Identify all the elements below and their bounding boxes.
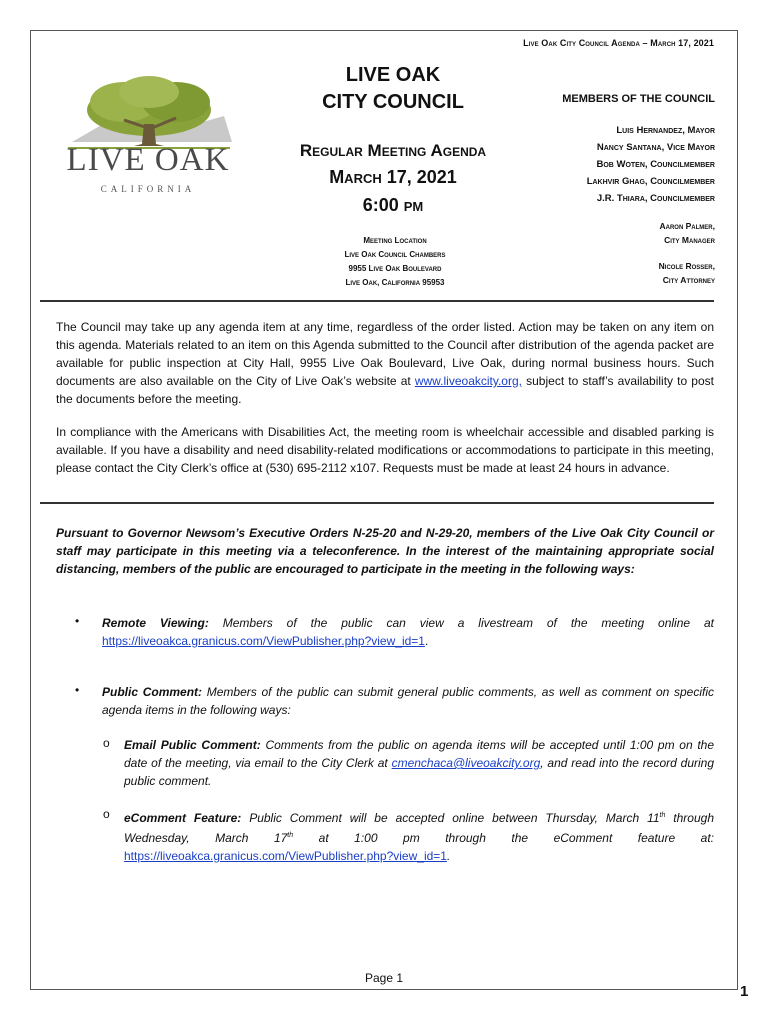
agenda-title: Regular Meeting Agenda bbox=[299, 141, 487, 160]
public-comment-label: Public Comment: bbox=[102, 685, 203, 699]
text: subject to staff’s availability to post the documents before the meeting. bbox=[56, 374, 714, 406]
title-line-2: CITY COUNCIL bbox=[322, 91, 464, 113]
location-heading: Meeting Location bbox=[363, 236, 427, 245]
logo-wordmark: LIVE OAK bbox=[66, 142, 230, 178]
bullet-dot: • bbox=[75, 683, 80, 697]
email-comment-label: Email Public Comment: bbox=[124, 738, 261, 752]
location-line: 9955 Live Oak Boulevard bbox=[348, 264, 442, 273]
meeting-time: 6:00 pm bbox=[362, 195, 424, 215]
text: at 1:00 pm through the eComment feature at: bbox=[293, 831, 714, 845]
intro-paragraph bbox=[56, 318, 714, 408]
staff-city-manager bbox=[530, 219, 715, 247]
page-corner-number: 1 bbox=[740, 983, 749, 1000]
council-members bbox=[530, 92, 715, 287]
ecomment-item bbox=[124, 807, 714, 865]
running-header: Live Oak City Council Agenda – March 17, 2021 bbox=[523, 38, 714, 48]
text: . bbox=[446, 849, 451, 863]
location-line: Live Oak Council Chambers bbox=[344, 250, 446, 259]
text: The Council may take up any agenda item at any time, regardless of the order listed. Action may be taken on any item on this agenda. Materials related to an item on this Agenda submitted to the Council after distribution of the agenda packet are available for public inspection at City Hall, 9955 Live Oak Boulevard, Live Oak, during normal business hours. Such documents are also available on the City of Live Oak’s website at bbox=[56, 320, 714, 388]
sub-bullet-circle: o bbox=[103, 736, 110, 750]
member-item: Bob Woten, Councilmember bbox=[596, 159, 715, 170]
bullet-dot: • bbox=[75, 614, 80, 628]
public-comment-item bbox=[102, 683, 714, 719]
live-oak-tree-logo bbox=[64, 72, 234, 202]
logo-subtitle: CALIFORNIA bbox=[100, 184, 196, 194]
title-block bbox=[262, 62, 524, 219]
member-item: Luis Hernandez, Mayor bbox=[616, 125, 715, 136]
page-number: Page 1 bbox=[364, 971, 404, 985]
executive-order-paragraph: Pursuant to Governor Newsom’s Executive Orders N-25-20 and N-29-20, members of the Live Oak City Council or staff may participate in this meeting via a teleconference. In the interest of the maintaining appropriate social distancing, members of the public are encouraged to participate in the meeting in the following ways: bbox=[56, 526, 714, 576]
website-link[interactable]: www.liveoakcity.org, bbox=[414, 374, 522, 388]
livestream-link[interactable]: https://liveoakca.granicus.com/ViewPublisher.php?view_id=1 bbox=[102, 634, 425, 648]
meeting-location bbox=[300, 234, 490, 290]
remote-viewing-item bbox=[102, 614, 714, 650]
remote-viewing-label: Remote Viewing: bbox=[102, 616, 209, 630]
ecomment-link[interactable]: https://liveoakca.granicus.com/ViewPublisher.php?view_id=1 bbox=[124, 849, 447, 863]
text: th bbox=[659, 812, 666, 819]
text: . bbox=[424, 634, 429, 648]
text: Public Comment will be accepted online between Thursday, March 11 bbox=[241, 811, 660, 825]
member-item: J.R. Thiara, Councilmember bbox=[596, 193, 715, 204]
text: Comments from the public on agenda items will be accepted until 1:00 pm on the date of the meeting, via email to the City Clerk at bbox=[124, 738, 715, 770]
member-item: Lakhvir Ghag, Councilmember bbox=[586, 176, 715, 187]
location-line: Live Oak, California 95953 bbox=[345, 278, 445, 287]
clerk-email-link[interactable]: cmenchaca@liveoakcity.org bbox=[391, 756, 541, 770]
divider bbox=[40, 300, 714, 302]
text: through Wednesday, March 17 bbox=[124, 811, 714, 845]
text: th bbox=[287, 832, 294, 839]
staff-city-attorney bbox=[530, 259, 715, 287]
divider bbox=[40, 502, 714, 504]
sub-bullet-circle: o bbox=[103, 807, 110, 821]
members-heading: MEMBERS OF THE COUNCIL bbox=[562, 93, 715, 105]
text: , and read into the record during public comment. bbox=[124, 756, 715, 788]
text: Members of the public can submit general public comments, as well as comment on specific agenda items in the following ways: bbox=[102, 685, 715, 717]
staff-role: City Attorney bbox=[662, 275, 715, 285]
meeting-date: March 17, 2021 bbox=[329, 167, 457, 187]
ecomment-label: eComment Feature: bbox=[124, 811, 242, 825]
email-comment-item bbox=[124, 736, 714, 790]
members-list bbox=[530, 122, 715, 207]
text: Members of the public can view a livestream of the meeting online at bbox=[208, 616, 714, 630]
staff-role: City Manager bbox=[664, 235, 715, 245]
member-item: Nancy Santana, Vice Mayor bbox=[596, 142, 715, 153]
ada-paragraph: In compliance with the Americans with Disabilities Act, the meeting room is wheelchair accessible and disabled parking is available. If you have a disability and need disability-related modifications or accommodations to participate in this meeting, please contact the City Clerk’s office at (530) 695-2112 x107. Requests must be made at least 24 hours in advance. bbox=[56, 425, 714, 475]
title-line-1: LIVE OAK bbox=[345, 64, 441, 86]
staff-name: Nicole Rosser, bbox=[658, 261, 715, 271]
staff-name: Aaron Palmer, bbox=[659, 221, 715, 231]
